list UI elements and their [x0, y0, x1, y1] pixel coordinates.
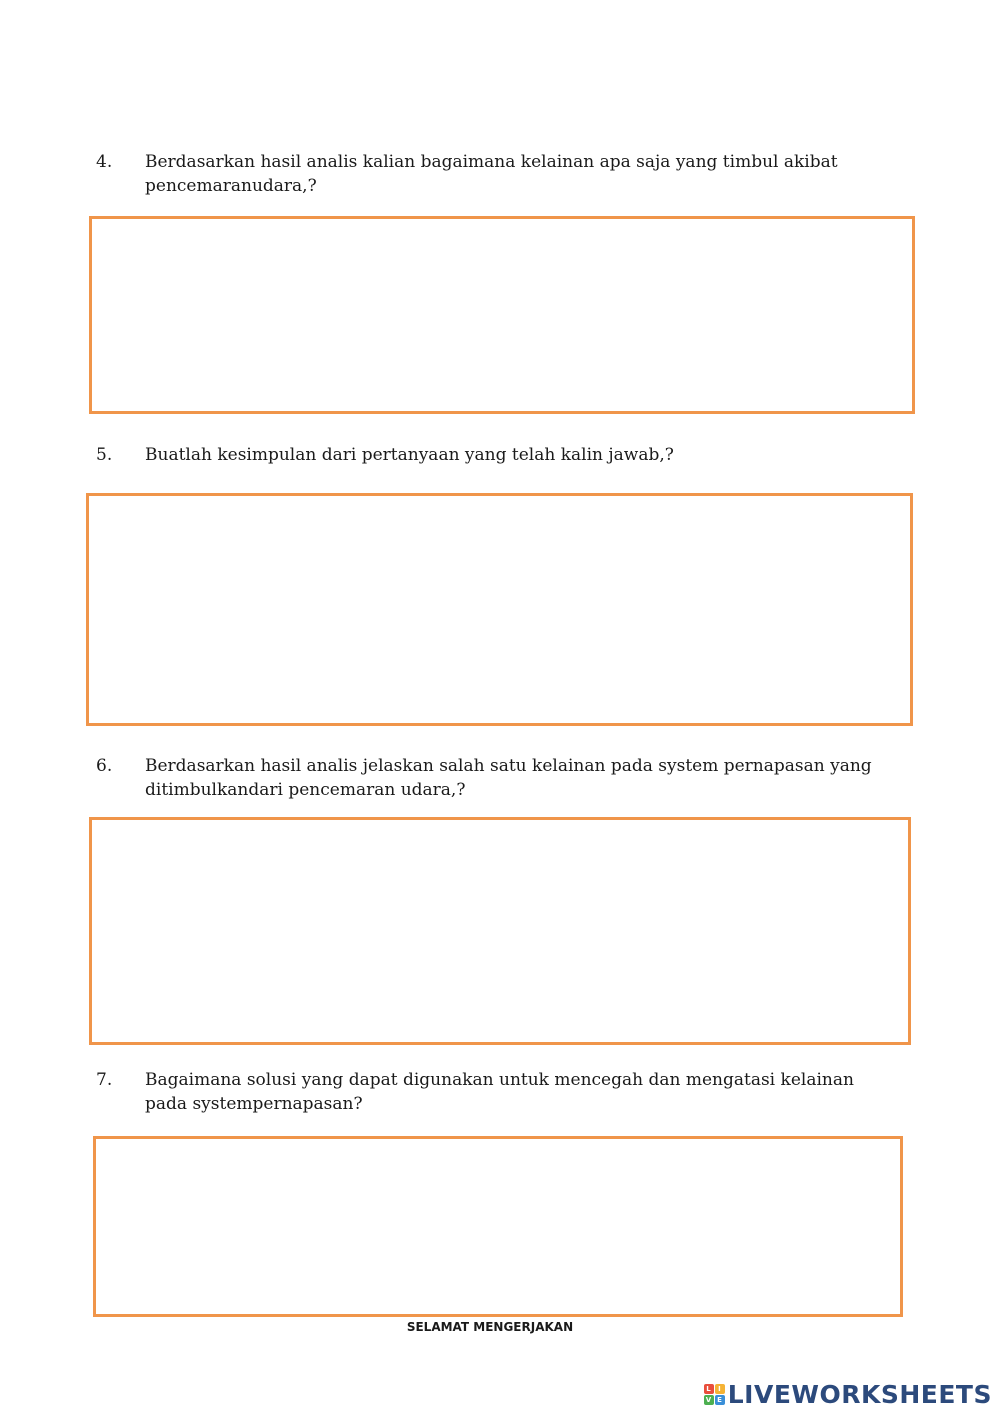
- logo-mark-letter: V: [704, 1395, 714, 1405]
- question-text: Buatlah kesimpulan dari pertanyaan yang telah kalin jawab,?: [145, 445, 674, 465]
- answer-box-4[interactable]: [89, 216, 915, 414]
- question-text: Berdasarkan hasil analis kalian bagaimana kelainan apa saja yang timbul akibat pencemaranudara,?: [145, 152, 838, 196]
- question-7: [96, 1068, 886, 1116]
- question-number: 7.: [96, 1070, 113, 1090]
- question-number: 4.: [96, 152, 113, 172]
- logo-mark-letter: E: [715, 1395, 725, 1405]
- logo-text: LIVEWORKSHEETS: [727, 1380, 992, 1409]
- question-number: 5.: [96, 445, 113, 465]
- question-text: Bagaimana solusi yang dapat digunakan untuk mencegah dan mengatasi kelainan pada systempernapasan?: [145, 1070, 854, 1114]
- question-5: [96, 443, 886, 467]
- question-number: 6.: [96, 756, 113, 776]
- question-4: [96, 150, 886, 198]
- logo-mark-icon: [704, 1384, 725, 1405]
- answer-box-6[interactable]: [89, 817, 911, 1045]
- question-text: Berdasarkan hasil analis jelaskan salah satu kelainan pada system pernapasan yang ditimbulkandari pencemaran udara,?: [145, 756, 872, 800]
- closing-text: SELAMAT MENGERJAKAN: [406, 1320, 574, 1334]
- liveworksheets-logo[interactable]: [704, 1380, 992, 1409]
- answer-box-7[interactable]: [93, 1136, 903, 1317]
- question-6: [96, 754, 886, 802]
- logo-mark-letter: I: [715, 1384, 725, 1394]
- answer-box-5[interactable]: [86, 493, 913, 726]
- logo-mark-letter: L: [704, 1384, 714, 1394]
